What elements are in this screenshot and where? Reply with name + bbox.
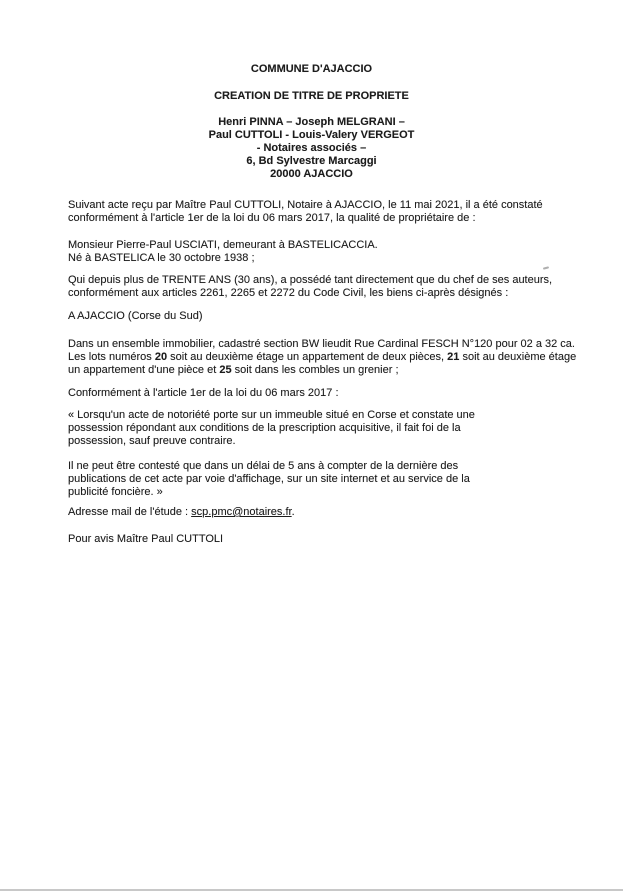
page-bottom-scan-edge [0,889,623,891]
paragraph-description-biens [68,338,577,377]
notaires-block [0,116,623,181]
lot-number: 21 [447,351,460,363]
text-run: soit au deuxième étage [459,351,577,363]
text-line: Dans un ensemble immobilier, cadastré section BW lieudit Rue Cardinal FESCH N°120 pour 02 a 32 ca. [68,338,575,350]
lot-number: 20 [154,351,168,363]
text-run: un appartement d'une pièce et [68,364,220,376]
paragraph-pour-avis [68,533,573,546]
commune-title: COMMUNE D'AJACCIO [250,63,373,75]
text-line: possession, sauf preuve contraire. [68,435,236,447]
paragraph-citation-2 [68,460,573,499]
notaires-associes-line: - Notaires associés – [256,142,367,154]
email-label: Adresse mail de l'étude : [68,506,192,518]
text-line: Il ne peut être contesté que dans un délai de 5 ans à compter de la dernière des [68,460,459,472]
text-run: . [291,506,295,518]
lot-number: 25 [219,364,232,376]
text-line [68,351,577,364]
text-line: possession répondant aux conditions de la prescription acquisitive, il fait foi de la [68,422,461,434]
text-line: Suivant acte reçu par Maître Paul CUTTOLI, Notaire à AJACCIO, le 11 mai 2021, il a été constaté [68,199,543,211]
text-line [68,506,573,519]
paragraph-adresse-mail [68,506,573,519]
notaire-names-line-2: Paul CUTTOLI - Louis-Valery VERGEOT [208,129,415,141]
text-line: publicité foncière. » [68,486,163,498]
scan-artifact-mark [543,266,549,269]
paragraph-possession-trente-ans [68,274,573,300]
text-run: Les lots numéros [68,351,155,363]
paragraph-proprietaire [68,239,573,265]
text-line: conformément à l'article 1er de la loi du 06 mars 2017, la qualité de propriétaire de : [68,212,476,224]
text-run: soit dans les combles un grenier ; [231,364,399,376]
text-line: Conformément à l'article 1er de la loi du 06 mars 2017 : [68,387,339,399]
notaire-names-line-1: Henri PINNA – Joseph MELGRANI – [218,116,405,128]
text-line: Pour avis Maître Paul CUTTOLI [68,533,224,545]
text-line: « Lorsqu'un acte de notoriété porte sur un immeuble situé en Corse et constate une [68,409,475,421]
paragraph-citation-1 [68,409,573,448]
paragraph-acte-recu [68,199,573,225]
text-line [68,364,573,377]
text-line: Monsieur Pierre-Paul USCIATI, demeurant à BASTELICACCIA. [68,239,378,251]
text-line: conformément aux articles 2261, 2265 et 2272 du Code Civil, les biens ci-après désignés : [68,287,509,299]
text-line: publications de cet acte par voie d'affichage, sur un site internet et au service de la [68,473,470,485]
paragraph-lieu-ajaccio [68,310,573,323]
text-line: Né à BASTELICA le 30 octobre 1938 ; [68,252,255,264]
text-line: A AJACCIO (Corse du Sud) [68,310,203,322]
office-street-line: 6, Bd Sylvestre Marcaggi [246,155,377,167]
text-line: Qui depuis plus de TRENTE ANS (30 ans), a possédé tant directement que du chef de ses auteurs, [68,274,553,286]
paragraph-conformement-loi [68,387,573,400]
text-run: soit au deuxième étage un appartement de deux pièces, [167,351,448,363]
email-address: scp.pmc@notaires.fr [191,506,292,518]
office-city-line: 20000 AJACCIO [270,168,353,180]
document-title: CREATION DE TITRE DE PROPRIETE [214,90,409,102]
